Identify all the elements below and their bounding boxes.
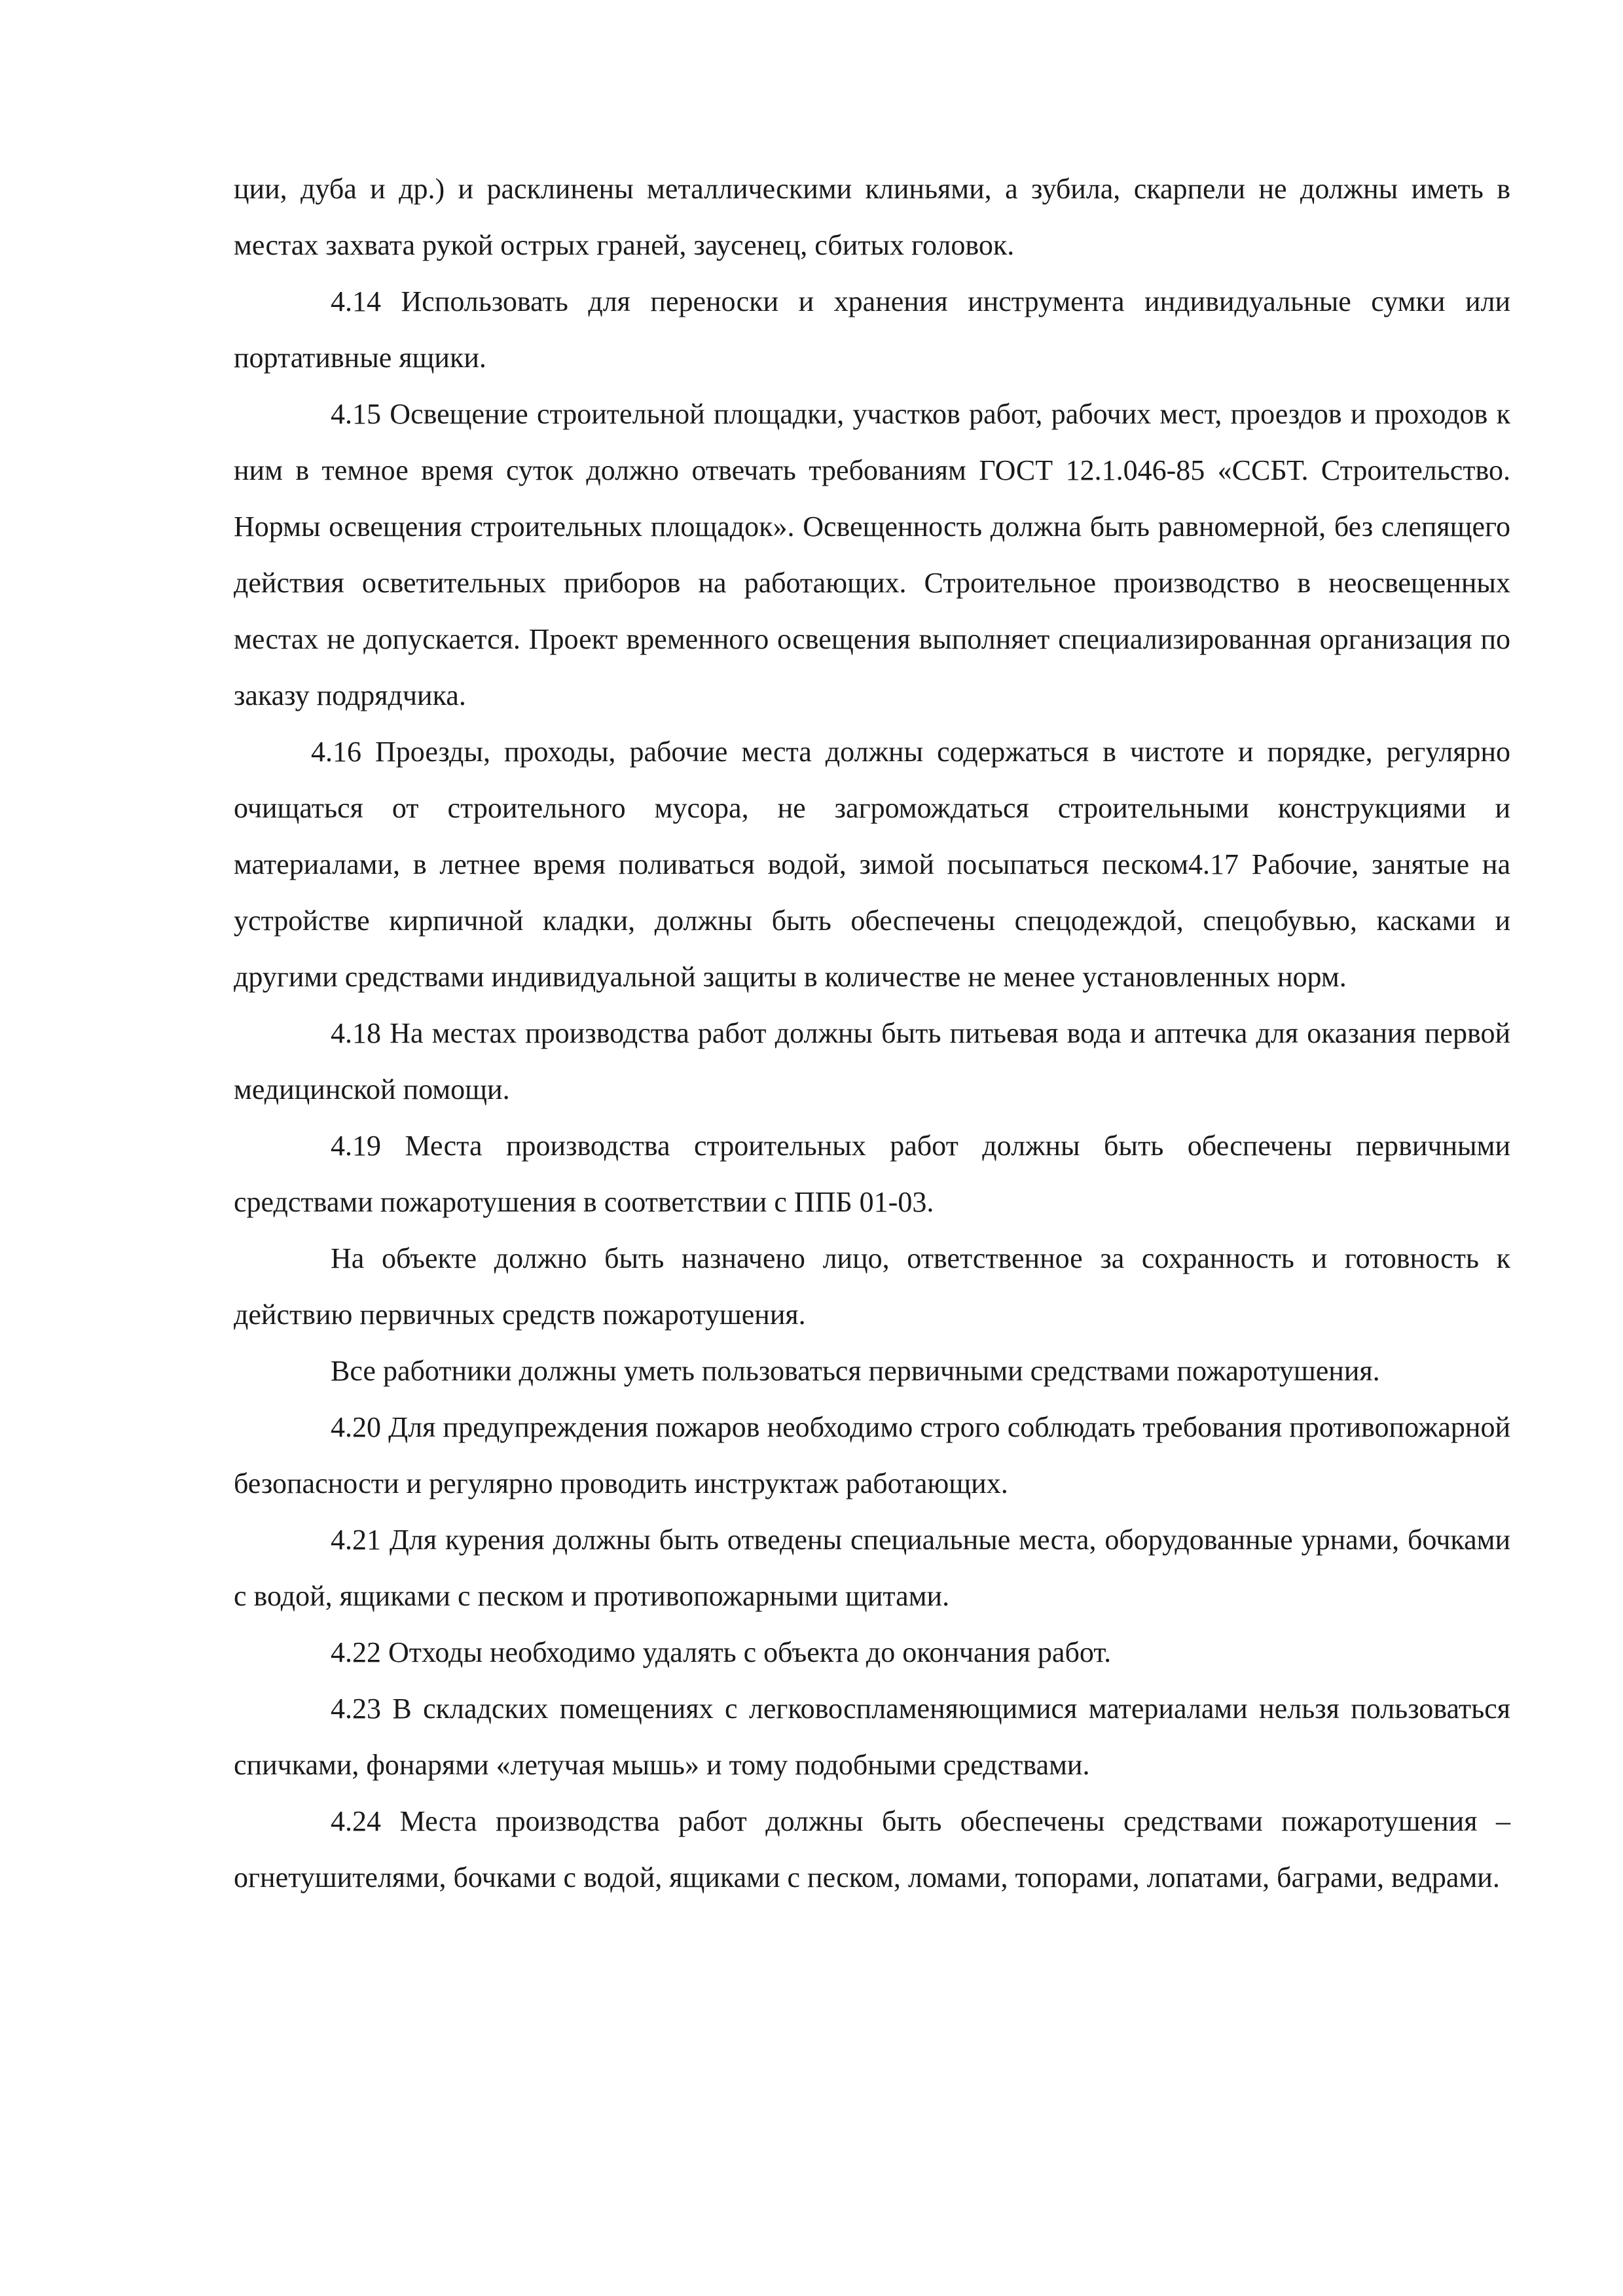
paragraph-4-23: 4.23 В складских помещениях с легковоспламеняющимися материалами нельзя пользоваться спичками, фонарями «летучая мышь» и тому подобными средствами.: [234, 1693, 1510, 1781]
paragraph-all-workers: Все работники должны уметь пользоваться первичными средствами пожаротушения.: [331, 1355, 1380, 1387]
paragraph-responsible-person: На объекте должно быть назначено лицо, ответственное за сохранность и готовность к действию первичных средств пожаротушения.: [234, 1242, 1510, 1331]
paragraph-4-15: 4.15 Освещение строительной площадки, участков работ, рабочих мест, проездов и проходов к ним в темное время суток должно отвечать требованиям ГОСТ 12.1.046-85 «ССБТ. Строительство. Нормы освещения строительных площадок». Освещенность должна быть равномерной, без слепящего действия осветительных приборов на работающих. Строительное производство в неосвещенных местах не допускается. Проект временного освещения выполняет специализированная организация по заказу подрядчика.: [234, 398, 1510, 711]
paragraph-4-22: 4.22 Отходы необходимо удалять с объекта до окончания работ.: [331, 1636, 1112, 1668]
paragraph-4-14: 4.14 Использовать для переноски и хранения инструмента индивидуальные сумки или портативные ящики.: [234, 285, 1510, 374]
paragraph-4-16-4-17: 4.16 Проезды, проходы, рабочие места должны содержаться в чистоте и порядке, регулярно очищаться от строительного мусора, не загромождаться строительными конструкциями и материалами, в летнее время поливаться водой, зимой посыпаться песком4.17 Рабочие, занятые на устройстве кирпичной кладки, должны быть обеспечены спецодеждой, спецобувью, касками и другими средствами индивидуальной защиты в количестве не менее установленных норм.: [234, 736, 1510, 993]
paragraph-4-20: 4.20 Для предупреждения пожаров необходимо строго соблюдать требования противопожарной безопасности и регулярно проводить инструктаж работающих.: [234, 1411, 1510, 1499]
paragraph-4-24: 4.24 Места производства работ должны быть обеспечены средствами пожаротушения – огнетушителями, бочками с водой, ящиками с песком, ломами, топорами, лопатами, баграми, ведрами.: [234, 1805, 1510, 1893]
paragraph-4-21: 4.21 Для курения должны быть отведены специальные места, оборудованные урнами, бочками с водой, ящиками с песком и противопожарными щитами.: [234, 1524, 1510, 1612]
paragraph-continuation: ции, дуба и др.) и расклинены металлическими клиньями, а зубила, скарпели не должны иметь в местах захвата рукой острых граней, заусенец, сбитых головок.: [234, 173, 1510, 261]
paragraph-4-18: 4.18 На местах производства работ должны быть питьевая вода и аптечка для оказания первой медицинской помощи.: [234, 1017, 1510, 1105]
paragraph-4-19: 4.19 Места производства строительных работ должны быть обеспечены первичными средствами пожаротушения в соответствии с ППБ 01-03.: [234, 1130, 1510, 1218]
body-text: [234, 161, 1510, 1906]
